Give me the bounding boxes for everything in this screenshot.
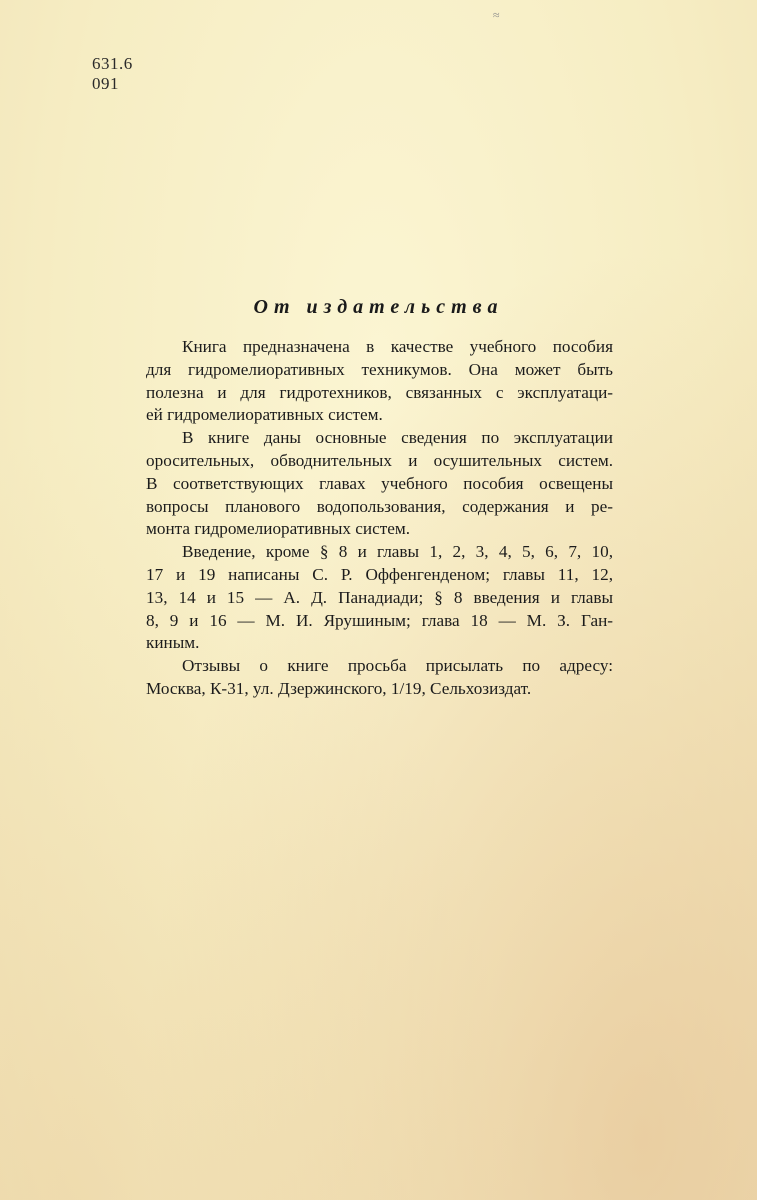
text-line: 8, 9 и 16 — М. И. Ярушиным; глава 18 — М. З. Ган-: [146, 610, 613, 630]
page-heading: От издательства: [253, 296, 504, 318]
text-line: В книге даны основные сведения по эксплуатации: [182, 428, 613, 448]
text-line: 17 и 19 написаны С. Р. Оффенгенденом; главы 11, 12,: [146, 564, 613, 584]
text-line: полезна и для гидротехников, связанных с эксплуатаци-: [146, 382, 613, 402]
text-line: Отзывы о книге просьба присылать по адресу:: [182, 656, 613, 676]
text-line: для гидромелиоративных техникумов. Она может быть: [146, 359, 613, 379]
publisher-note-body: [146, 336, 613, 701]
text-line: 13, 14 и 15 — А. Д. Панадиади; § 8 введения и главы: [146, 587, 613, 607]
call-number: [92, 54, 133, 94]
text-line: киным.: [146, 633, 200, 653]
text-line: Книга предназначена в качестве учебного пособия: [182, 337, 613, 356]
text-line: Москва, К-31, ул. Дзержинского, 1/19, Сельхозиздат.: [146, 678, 532, 698]
paragraph-feedback: [146, 655, 613, 701]
text-line: вопросы планового водопользования, содержания и ре-: [146, 496, 613, 516]
text-line: В соответствующих главах учебного пособия освещены: [146, 473, 613, 493]
top-mark: ≈: [493, 8, 500, 22]
paragraph-purpose: [146, 336, 613, 427]
text-line: оросительных, обводнительных и осушительных систем.: [146, 450, 613, 470]
call-number-line-2: 091: [92, 74, 119, 93]
paragraph-contents: [146, 427, 613, 541]
paragraph-authors: [146, 541, 613, 655]
text-line: монта гидромелиоративных систем.: [146, 519, 411, 539]
text-line: ей гидромелиоративных систем.: [146, 405, 383, 425]
text-line: Введение, кроме § 8 и главы 1, 2, 3, 4, 5, 6, 7, 10,: [182, 542, 613, 562]
call-number-line-1: 631.6: [92, 54, 133, 73]
